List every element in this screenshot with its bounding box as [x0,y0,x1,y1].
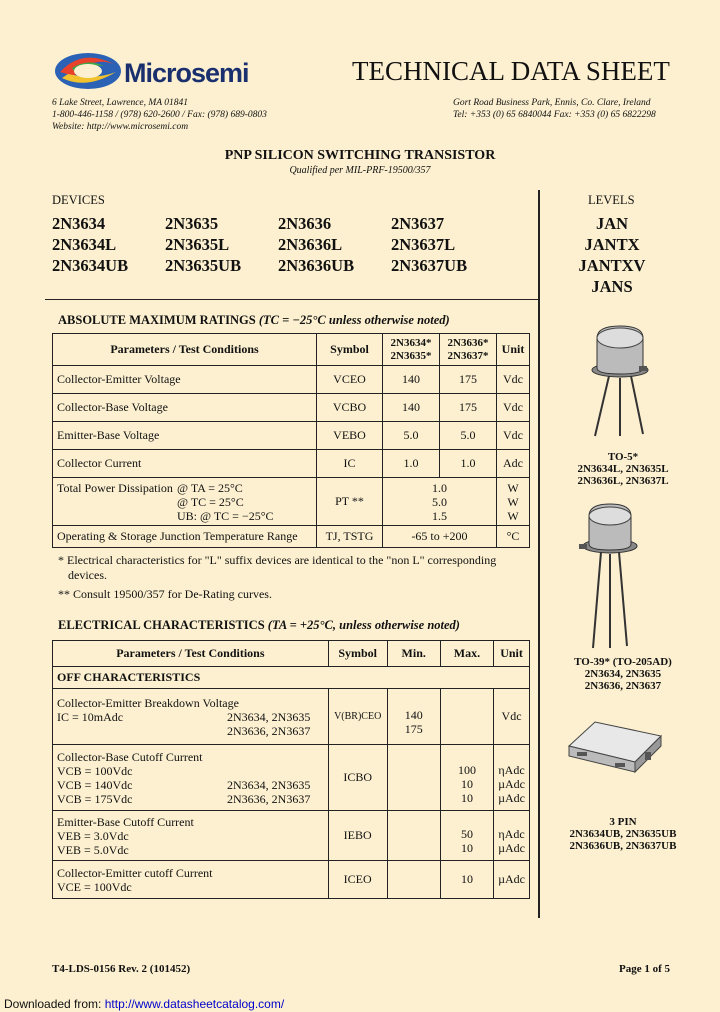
device-line: 2N3634, 2N3635 [227,777,311,792]
device-line: 2N3636, 2N3637 [227,791,311,806]
value-cell: 175 [440,394,497,422]
device-grid [52,213,504,276]
unit-value: µAdc [498,790,525,805]
table-row [53,394,530,422]
company-name: Microsemi [124,58,249,88]
power-cond: UB: @ TC = −25°C [177,508,274,523]
phone-line: 1-800-446-1158 / (978) 620-2600 / Fax: (978) 689-0803 [52,110,267,120]
min-cell [387,861,440,899]
ub-package-icon [565,718,665,785]
device-name: 2N3634L [52,235,117,254]
param-line: VEB = 5.0Vdc [57,842,129,857]
symbol-cell: VCEO [317,366,383,394]
symbol-cell: VCBO [317,394,383,422]
download-line [4,997,284,1011]
device-name: 2N3637 [391,214,445,233]
doc-title: TECHNICAL DATA SHEET [352,56,670,86]
device-line: 2N3636, 2N3637 [227,723,311,738]
package-parts: 2N3634UB, 2N3635UB [569,828,677,840]
unit-cell [494,811,530,861]
header-unit: Unit [497,334,530,366]
to39-caption [548,656,698,692]
table-row [53,450,530,478]
website-line: Website: http://www.microsemi.com [52,122,189,132]
param-line: VCB = 175Vdc [57,791,133,806]
note-line: * Electrical characteristics for "L" suffix devices are identical to the "non L" corresponding [58,553,497,567]
device-name: 2N3636 [278,214,332,233]
package-name: TO-5* [607,451,639,463]
device-name: 2N3635L [165,235,230,254]
package-name: 3 PIN [609,816,637,828]
notes [58,553,528,602]
level-item: JANTX [584,235,640,254]
power-conditions [177,481,274,523]
abs-max-title [58,313,450,328]
phone-line: Tel: +353 (0) 65 6840044 Fax: +353 (0) 65 6822298 [453,110,656,120]
power-value: 1.5 [432,508,447,523]
unit-cell: Vdc [497,394,530,422]
param-cell [53,478,317,526]
param-line: VCE = 100Vdc [57,879,132,894]
level-item: JAN [595,214,629,233]
param-line: IC = 10mAdc [57,709,124,724]
device-name: 2N3636L [278,235,343,254]
param-line: Collector-Emitter cutoff Current [57,865,213,880]
power-unit: W [507,494,519,509]
device-line: 2N3634, 2N3635 [227,709,311,724]
device-name: 2N3635 [165,214,219,233]
param-line: VCB = 100Vdc [57,763,133,778]
power-value: 1.0 [432,480,447,495]
unit-cell: Vdc [497,422,530,450]
unit-value: µAdc [498,840,525,855]
unit-cell: Vdc [497,366,530,394]
param-cell: Collector-Base Voltage [53,394,317,422]
value-cell: 1.0 [440,450,497,478]
header-param: Parameters / Test Conditions [53,334,317,366]
device-name: 2N3636UB [278,256,355,275]
download-link[interactable]: http://www.datasheetcatalog.com/ [104,997,285,1011]
table-row [53,366,530,394]
value-cell: 1.0 [383,450,440,478]
symbol-cell: TJ, TSTG [317,526,383,548]
param-line: Collector-Base Cutoff Current [57,749,203,764]
value-cell [383,478,497,526]
qualified-note: Qualified per MIL-PRF-19500/357 [289,165,431,176]
max-cell [440,689,493,745]
product-title: PNP SILICON SWITCHING TRANSISTOR [224,148,496,163]
header-param: Parameters / Test Conditions [53,641,329,667]
device-name: 2N3635UB [165,256,242,275]
max-cell: 10 [440,861,493,899]
symbol-cell: ICBO [328,745,387,811]
value-cell: 5.0 [383,422,440,450]
header-col2: 2N3636* 2N3637* [440,334,497,366]
min-cell [387,745,440,811]
param-cell [53,689,329,745]
table-row [53,745,530,811]
devices-label: DEVICES [52,193,105,207]
column-divider [538,190,540,918]
max-value: 50 [460,826,473,841]
elec-table [52,640,530,899]
symbol-cell: VEBO [317,422,383,450]
power-value: 5.0 [432,494,447,509]
section-row [53,667,530,689]
max-value: 100 [457,762,476,777]
min-value: 140 [404,707,423,722]
off-characteristics-label: OFF CHARACTERISTICS [53,667,530,689]
unit-value: ηAdc [498,762,525,777]
max-value: 10 [460,776,473,791]
device-name: 2N3634UB [52,256,129,275]
min-value: 175 [404,721,423,736]
address-line: Gort Road Business Park, Ennis, Co. Clare, Ireland [453,98,651,108]
abs-max-table [52,333,530,548]
table-row [53,422,530,450]
level-item: JANTXV [578,256,646,275]
table-row [53,811,530,861]
param-cell: Operating & Storage Junction Temperature Range [53,526,317,548]
param-line: VEB = 3.0Vdc [57,828,129,843]
device-name: 2N3634 [52,214,106,233]
unit-cell: Adc [497,450,530,478]
symbol-cell: IEBO [328,811,387,861]
package-parts: 2N3636L, 2N3637L [577,475,669,487]
device-name: 2N3637UB [391,256,468,275]
table-row [53,689,530,745]
package-parts: 2N3636UB, 2N3637UB [569,840,677,852]
table-header-row [53,334,530,366]
header-min: Min. [387,641,440,667]
unit-value: µAdc [498,776,525,791]
param-line: Collector-Emitter Breakdown Voltage [57,695,239,710]
header-symbol: Symbol [328,641,387,667]
address-line: 6 Lake Street, Lawrence, MA 01841 [52,98,189,108]
param-line: Emitter-Base Cutoff Current [57,814,194,829]
address-left [52,97,267,133]
package-parts: 2N3634, 2N3635 [584,668,662,680]
package-parts: 2N3634L, 2N3635L [577,463,669,475]
value-cell: 175 [440,366,497,394]
param-cell: Collector-Emitter Voltage [53,366,317,394]
symbol-cell: IC [317,450,383,478]
elec-condition: (TA = +25°C, unless otherwise noted) [267,618,460,632]
package-parts: 2N3636, 2N3637 [584,680,662,692]
microsemi-logo-icon [52,50,124,92]
unit-cell: °C [497,526,530,548]
param-cell [53,745,329,811]
symbol-cell: ICEO [328,861,387,899]
unit-cell: µAdc [494,861,530,899]
section-divider [45,299,540,300]
header-col1: 2N3634* 2N3635* [383,334,440,366]
unit-value: ηAdc [498,826,525,841]
device-name: 2N3637L [391,235,456,254]
min-cell [387,689,440,745]
value-cell: -65 to +200 [383,526,497,548]
param-cell [53,861,329,899]
param-cell: Collector Current [53,450,317,478]
value-cell: 140 [383,394,440,422]
max-cell [440,811,493,861]
page-number: Page 1 of 5 [619,963,671,975]
to5-package-icon [585,318,655,443]
power-label: Total Power Dissipation [57,480,173,495]
abs-max-condition: (TC = −25°C unless otherwise noted) [258,313,450,327]
download-label: Downloaded from: [4,997,102,1011]
max-value: 10 [460,790,473,805]
level-item: JANS [591,277,633,296]
package-name: TO-39* (TO-205AD) [574,656,672,668]
param-cell: Emitter-Base Voltage [53,422,317,450]
unit-cell [494,745,530,811]
min-cell [387,811,440,861]
unit-cell [497,478,530,526]
to39-package-icon [575,500,645,655]
header-symbol: Symbol [317,334,383,366]
doc-number: T4-LDS-0156 Rev. 2 (101452) [52,963,191,975]
max-cell [440,745,493,811]
note-line: devices. [68,568,107,582]
param-line: VCB = 140Vdc [57,777,133,792]
param-cell [53,811,329,861]
power-unit: W [507,480,519,495]
header-unit: Unit [494,641,530,667]
power-cond: @ TC = 25°C [177,494,244,509]
elec-heading: ELECTRICAL CHARACTERISTICS [58,618,265,632]
levels-list [562,213,662,297]
table-header-row [53,641,530,667]
ub-caption [548,816,698,852]
power-unit: W [507,508,519,523]
unit-cell: Vdc [494,689,530,745]
symbol-cell: V(BR)CEO [328,689,387,745]
table-row [53,478,530,526]
table-row [53,861,530,899]
max-value: 10 [460,840,473,855]
address-right [453,97,656,121]
header-max: Max. [440,641,493,667]
value-cell: 140 [383,366,440,394]
table-row [53,526,530,548]
power-cond: @ TA = 25°C [177,480,243,495]
abs-max-heading: ABSOLUTE MAXIMUM RATINGS [58,313,256,327]
note-line: ** Consult 19500/357 for De-Rating curves. [58,587,272,601]
to5-caption [548,451,698,487]
levels-label: LEVELS [588,193,635,207]
symbol-cell: PT ** [317,478,383,526]
value-cell: 5.0 [440,422,497,450]
elec-title [58,618,460,633]
